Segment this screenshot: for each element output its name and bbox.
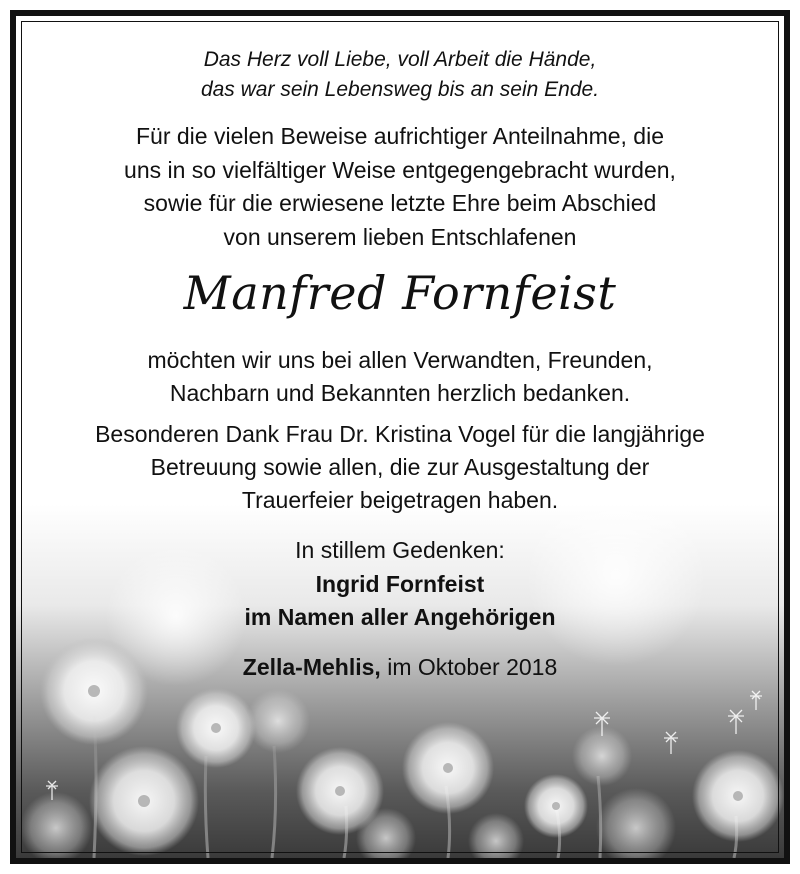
intro-line-4: von unserem lieben Entschlafenen [223, 224, 577, 250]
obituary-frame [10, 10, 790, 864]
place: Zella-Mehlis, [242, 654, 381, 680]
remembrance-line: In stillem Gedenken: [295, 537, 505, 563]
motto-line-2: das war sein Lebensweg bis an sein Ende. [200, 78, 600, 101]
motto-line-1: Das Herz voll Liebe, voll Arbeit die Hände, [203, 48, 597, 71]
intro-line-1: Für die vielen Beweise aufrichtiger Anteilnahme, die [135, 123, 664, 149]
intro-line-2: uns in so vielfältiger Weise entgegengebracht wurden, [124, 157, 676, 183]
place-date-line [16, 653, 784, 681]
thanks-line-2: Nachbarn und Bekannten herzlich bedanken. [169, 380, 631, 406]
signer-name: Ingrid Fornfeist [315, 571, 485, 597]
special-thanks-line-1: Besonderen Dank Frau Dr. Kristina Vogel für die langjährige [95, 421, 705, 447]
date: im Oktober 2018 [380, 654, 558, 680]
deceased-name: Manfred Fornfeist [183, 266, 617, 320]
intro-line-3: sowie für die erwiesene letzte Ehre beim Abschied [143, 190, 657, 216]
on-behalf-line: im Namen aller Angehörigen [244, 604, 556, 630]
thanks-line-1: möchten wir uns bei allen Verwandten, Freunden, [147, 347, 653, 373]
special-thanks-line-2: Betreuung sowie allen, die zur Ausgestaltung der [150, 454, 650, 480]
special-thanks-line-3: Trauerfeier beigetragen haben. [241, 487, 559, 513]
